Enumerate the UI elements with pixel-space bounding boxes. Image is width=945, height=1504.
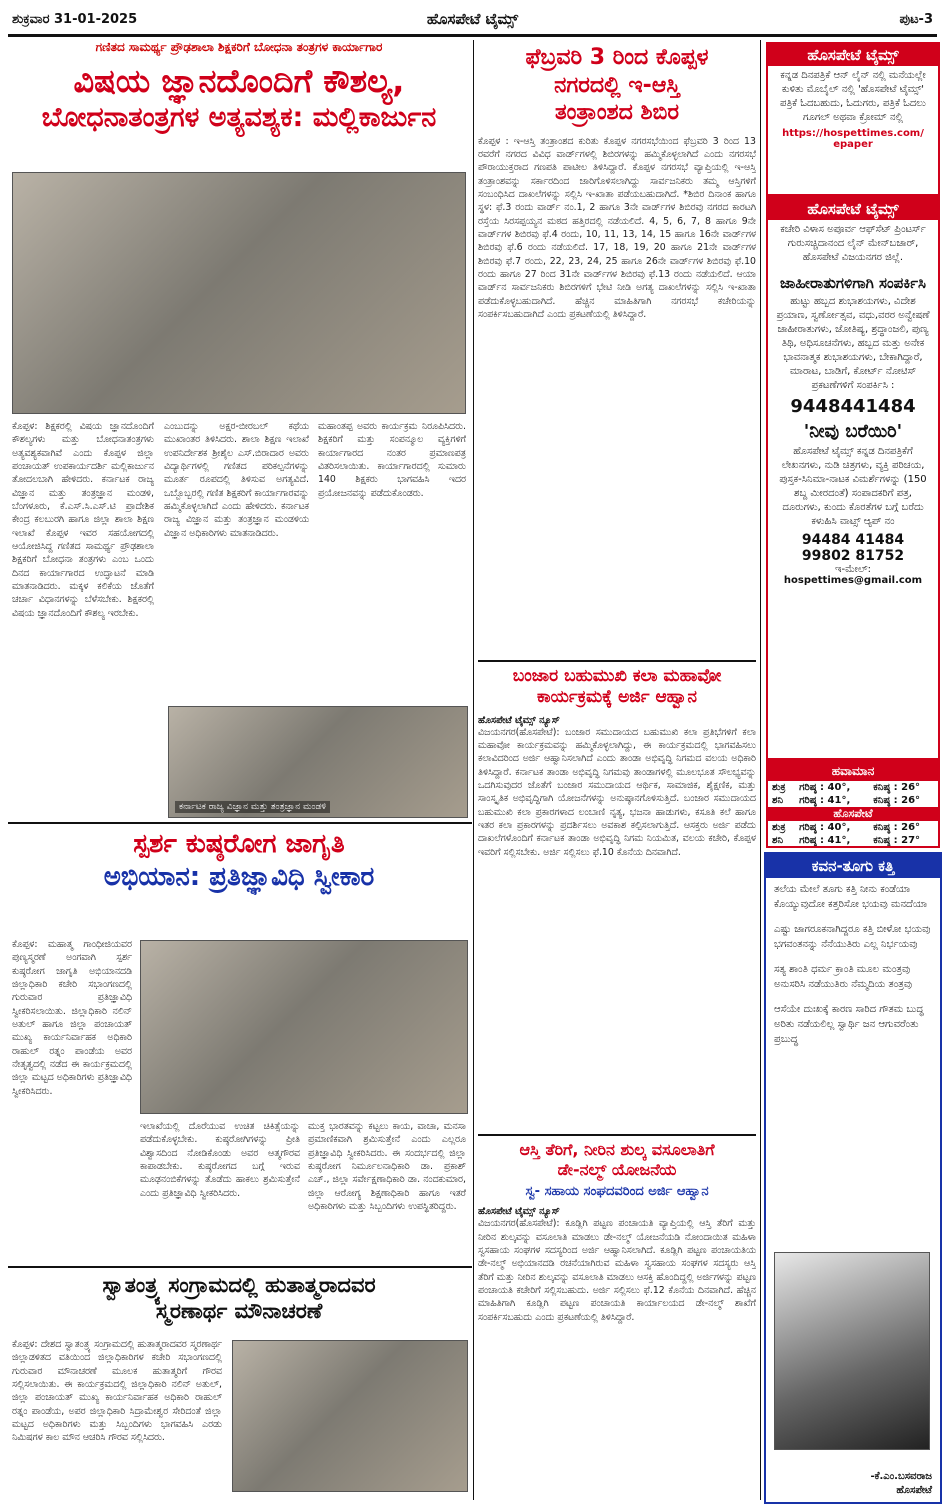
- poem-stanza: ಆಸೆಯೇ ದುಃಖಕ್ಕೆ ಕಾರಣ ಸಾರಿದ ಗೌತಮ ಬುದ್ಧ ಅರಿತು ನಡೆಯಲಿಲ್ಲ ಸ್ವಾರ್ಥಿ ಜನ ಆಗುವರೆಂತು ಪ್ರಬುದ್ಧ: [774, 1004, 924, 1045]
- poem-illustration: [774, 1252, 930, 1450]
- sidebar-epaper[interactable]: epaper: [833, 139, 873, 150]
- sidebar-nivu-bareyiri: 'ನೀವು ಬರೆಯಿರಿ': [803, 421, 903, 442]
- article4-col1: ಕೊಪ್ಪಳ: ಮಹಾತ್ಮ ಗಾಂಧೀಜಿಯವರ ಪುಣ್ಯಸ್ಮರಣೆ ಅಂಗವಾಗಿ ಸ್ಪರ್ಶ ಕುಷ್ಠರೋಗ ಜಾಗೃತಿ ಅಭಿಯಾನದಡಿ ಜಿಲ್ಲಾಧಿಕಾರಿ ಕಚೇರಿ ಸಭಾಂಗಣದಲ್ಲಿ ಗುರುವಾರ ಪ್ರತಿಜ್ಞಾವಿಧಿ ಸ್ವೀಕರಿಸಲಾಯಿತು. ಜಿಲ್ಲಾಧಿಕಾರಿ ನಲಿನ್ ಅತುಲ್ ಹಾಗೂ ಜಿಲ್ಲಾ ಪಂಚಾಯತ್ ಮುಖ್ಯ ಕಾರ್ಯನಿರ್ವಾಹಕ ಅಧಿಕಾರಿ ರಾಹುಲ್ ರತ್ನಂ ಪಾಂಡೆಯ ಅವರ ನೇತೃತ್ವದಲ್ಲಿ ನಡೆದ ಈ ಕಾರ್ಯಕ್ರಮದಲ್ಲಿ ಜಿಲ್ಲಾ ಮಟ್ಟದ ಅಧಿಕಾರಿಗಳು ಪ್ರತಿಜ್ಞಾವಿಧಿ ಸ್ವೀಕರಿಸಿದರು.: [12, 939, 132, 1097]
- weather-max-label: ಗರಿಷ್ಠ: [799, 782, 817, 793]
- weather2-title: ಹೊಸಪೇಟೆ: [768, 807, 938, 821]
- weather-row: ಶನಿ ಗರಿಷ್ಠ : 41°, ಕನಿಷ್ಠ : 26°: [768, 794, 938, 807]
- article6-byline: ಹೊಸಪೇಟೆ ಟೈಮ್ಸ್ ನ್ಯೂಸ್: [478, 1206, 560, 1218]
- sidebar-nivu-text: ಹೊಸಪೇಟೆ ಟೈಮ್ಸ್ ಕನ್ನಡ ದಿನಪತ್ರಿಕೆಗೆ ಲೇಖನಗಳು, ನುಡಿ ಚಿತ್ರಗಳು, ವ್ಯಕ್ತಿ ಪರಿಚಯ, ಪುಸ್ತಕ-ಸಿನಿಮಾ-ನಾಟಕ ವಿಮರ್ಶೆಗಳನ್ನು (150 ಶಬ್ದ ಮೀರದಂತೆ) ಸಂಪಾದಕರಿಗೆ ಪತ್ರ, ದೂರುಗಳು, ಕುಂದು ಕೊರತೆಗಳ ಬಗ್ಗೆ ಬರೆದು ಕಳುಹಿಸಿ ವಾಟ್ಸ್ ಆ್ಯಪ್ ನಂ: [779, 446, 927, 527]
- weather2-max: ಗರಿಷ್ಠ : 40°,: [799, 822, 851, 833]
- divider-a1: [8, 822, 472, 824]
- sidebar-email-label: ಇ-ಮೇಲ್:: [835, 564, 871, 575]
- weather-max: 40°,: [827, 782, 851, 793]
- article6-headline-2: ಡೇ-ನಲ್ಮ್ ಯೋಜನೆಯ: [557, 1160, 677, 1179]
- poem-author-place: ಹೊಸಪೇಟೆ: [896, 1485, 932, 1496]
- issue-date: ಶುಕ್ರವಾರ 31-01-2025: [12, 12, 138, 27]
- divider-a4: [8, 1266, 472, 1268]
- article2-headline-1: ಫೆಬ್ರವರಿ 3 ರಿಂದ ಕೊಪ್ಪಳ: [525, 45, 709, 70]
- divider-a3: [478, 1134, 756, 1136]
- sidebar-phone1: 9448441484: [790, 396, 916, 417]
- column-divider-2: [760, 40, 761, 1500]
- article3-body: ವಿಜಯನಗರ(ಹೊಸಪೇಟೆ): ಬಂಜಾರ ಸಮುದಾಯದ ಬಹುಮುಖಿ ಕಲಾ ಪ್ರತಿಭೆಗಳಿಗೆ ಕಲಾ ಮಹಾವೋ ಕಾರ್ಯಕ್ರಮವನ್ನು ಹಮ್ಮಿಕೊಳ್ಳಲಾಗಿದ್ದು, ಈ ಕಾರ್ಯಕ್ರಮದಲ್ಲಿ ಭಾಗವಹಿಸಲು ಕಲಾವಿದರಿಂದ ಅರ್ಜಿ ಆಹ್ವಾನಿಸಲಾಗಿದೆ ಎಂದು ತಾಂಡಾ ಅಭಿವೃದ್ಧಿ ನಿಗಮದ ವಲಯ ಅಧಿಕಾರಿ ತಿಳಿಸಿದ್ದಾರೆ. ಕರ್ನಾಟಕ ತಾಂಡಾ ಅಭಿವೃದ್ಧಿ ನಿಗಮವು ತಾಂಡಾಗಳಲ್ಲಿ ಮೂಲಭೂತ ಸೌಲಭ್ಯವನ್ನು ಒದಗಿಸುವುದರ ಜೊತೆಗೆ ಬಂಜಾರ ಸಮುದಾಯದ ಆರ್ಥಿಕ, ಸಾಮಾಜಿಕ, ಶೈಕ್ಷಣಿಕ, ಮತ್ತು ಸಾಂಸ್ಕೃತಿಕ ಅಭಿವೃದ್ಧಿಗಾಗಿ ಯೋಜನೆಗಳನ್ನು ಅನುಷ್ಠಾನಗೊಳಿಸುತ್ತಿದೆ. ಬಂಜಾರ ಸಮುದಾಯದ ಬಹುಮುಖಿ ಕಲಾ ಪ್ರಕಾರಗಳಾದ ಲಂಬಾಣಿ ನೃತ್ಯ, ಭಜನಾ ಹಾಡುಗಳು, ಕಸೂತಿ ಕಲೆ ಹಾಗೂ ಇತರ ಕಲಾ ಪ್ರಕಾರಗಳನ್ನು ಪ್ರದರ್ಶಿಸಲು ಅವಕಾಶ ಕಲ್ಪಿಸಲಾಗುತ್ತಿದೆ. ಆಸಕ್ತರು ಅರ್ಜಿ ಪಡೆದು ದಾಖಲೆಗಳೊಂದಿಗೆ ಕರ್ನಾಟಕ ತಾಂಡಾ ಅಭಿವೃದ್ಧಿ ನಿಗಮ ನಿಯಮಿತ, ವಲಯ ಕಚೇರಿ, ಕೊಪ್ಪಳ ಇವರಿಗೆ ಸಲ್ಲಿಸಬೇಕು. ಅರ್ಜಿ ಸಲ್ಲಿಸಲು ಫೆ.10 ಕೊನೆಯ ದಿನವಾಗಿದೆ.: [478, 726, 756, 858]
- poem-body: [766, 878, 940, 1061]
- weather2-row: [768, 821, 938, 834]
- weather2-day: ಶುಕ್ರ: [772, 822, 786, 833]
- poem-author: -ಕೆ.ಎಂ.ಬಸವರಾಜ: [870, 1471, 932, 1482]
- article4-col3: ಮುಕ್ತ ಭಾರತವನ್ನು ಕಟ್ಟಲು ಕಾಯ, ವಾಚಾ, ಮನಸಾ ಪ್ರಮಾಣಿಕವಾಗಿ ಶ್ರಮಿಸುತ್ತೇನೆ ಎಂದು ಎಲ್ಲರೂ ಪ್ರತಿಜ್ಞಾವಿಧಿ ಸ್ವೀಕರಿಸಿದರು. ಈ ಸಂದರ್ಭದಲ್ಲಿ ಜಿಲ್ಲಾ ಕುಷ್ಠರೋಗ ನಿರ್ಮೂಲನಾಧಿಕಾರಿ ಡಾ. ಪ್ರಕಾಶ್ ಎಚ್., ಜಿಲ್ಲಾ ಸರ್ವೇಕ್ಷಣಾಧಿಕಾರಿ ಡಾ. ನಂದಕುಮಾರ, ಜಿಲ್ಲಾ ಆರೋಗ್ಯ ಶಿಕ್ಷಣಾಧಿಕಾರಿ ಹಾಗೂ ಇತರೆ ಅಧಿಕಾರಿಗಳು ಮತ್ತು ಸಿಬ್ಬಂದಿಗಳು ಉಪಸ್ಥಿತರಿದ್ದರು.: [308, 1121, 466, 1213]
- weather-min: 26°: [901, 782, 921, 793]
- article5-headline-1: ಸ್ವಾತಂತ್ರ್ಯ ಸಂಗ್ರಾಮದಲ್ಲಿ ಹುತಾತ್ಮರಾದವರ: [102, 1273, 376, 1297]
- article2-body: ಕೊಪ್ಪಳ : ಇ-ಆಸ್ತಿ ತಂತ್ರಾಂಶದ ಕುರಿತು ಕೊಪ್ಪಳ ನಗರಸಭೆಯಿಂದ ಫೆಬ್ರವರಿ 3 ರಿಂದ 13 ರವರೆಗೆ ನಗರದ ವಿವಿಧ ವಾರ್ಡ್‌ಗಳಲ್ಲಿ ಶಿಬಿರಗಳನ್ನು ಹಮ್ಮಿಕೊಳ್ಳಲಾಗಿದೆ ಎಂದು ನಗರಸಭೆ ಪೌರಾಯುಕ್ತರಾದ ಗಣಪತಿ ಪಾಟೀಲ ತಿಳಿಸಿದ್ದಾರೆ. ಕೊಪ್ಪಳ ನಗರಸಭೆ ವ್ಯಾಪ್ತಿಯಲ್ಲಿ ಇ-ಆಸ್ತಿ ತಂತ್ರಾಂಶವನ್ನು ಸರ್ಕಾರದಿಂದ ಜಾರಿಗೊಳಿಸಲಾಗಿದ್ದು ಸಾರ್ವಜನಿಕರು ತಮ್ಮ ಆಸ್ತಿಗಳಿಗೆ ಸಂಬಂಧಿಸಿದ ದಾಖಲೆಗಳನ್ನು ಸಲ್ಲಿಸಿ ಇ-ಖಾತಾ ಪಡೆಯಬಹುದಾಗಿದೆ. *ಶಿಬಿರ ದಿನಾಂಕ ಹಾಗೂ ಸ್ಥಳ: ಫೆ.3 ರಂದು ವಾರ್ಡ್ ನಂ.1, 2 ಹಾಗೂ 3ನೇ ವಾರ್ಡ್‌ಗಳ ಶಿಬಿರವು ನಗರದ ಕಾರಟಗಿ ರಸ್ತೆಯ ಸಿರಸಪ್ಪಯ್ಯನ ಮಠದ ಹತ್ತಿರದಲ್ಲಿ ನಡೆಯಲಿದೆ. 4, 5, 6, 7, 8 ಹಾಗೂ 9ನೇ ವಾರ್ಡ್‌ಗಳ ಶಿಬಿರವು ಫೆ.4 ರಂದು, 10, 11, 13, 14, 15 ಹಾಗೂ 16ನೇ ವಾರ್ಡ್‌ಗಳ ಶಿಬಿರವು ಫೆ.6 ರಂದು ನಡೆಯಲಿದೆ. 17, 18, 19, 20 ಹಾಗೂ 21ನೇ ವಾರ್ಡ್‌ಗಳ ಶಿಬಿರವು ಫೆ.7 ರಂದು, 22, 23, 24, 25 ಹಾಗೂ 26ನೇ ವಾರ್ಡ್‌ಗಳ ಶಿಬಿರವು ಫೆ.10 ರಂದು ಹಾಗೂ 27 ರಿಂದ 31ನೇ ವಾರ್ಡ್‌ಗಳ ಶಿಬಿರವು ಫೆ.13 ರಂದು ನಡೆಯಲಿದೆ. ಆಯಾ ವಾರ್ಡ್‌ನ ಸಾರ್ವಜನಿಕರು ಶಿಬಿರಗಳಿಗೆ ಭೇಟಿ ನೀಡಿ ಅಗತ್ಯ ದಾಖಲೆಗಳನ್ನು ಸಲ್ಲಿಸಿ ಇ-ಖಾತಾ ಪಡೆದುಕೊಳ್ಳಬಹುದಾಗಿದೆ. ಹೆಚ್ಚಿನ ಮಾಹಿತಿಗಾಗಿ ನಗರಸಭೆ ಕಚೇರಿಯನ್ನು ಸಂಪರ್ಕಿಸಬಹುದಾಗಿದೆ ಎಂದು ಪ್ರಕಟಣೆಯಲ್ಲಿ ತಿಳಿಸಿದ್ದಾರೆ.: [478, 135, 756, 320]
- weather2-min: ಕನಿಷ್ಠ : 26°: [873, 822, 921, 833]
- sidebar-weather-box: [766, 760, 940, 848]
- poem-stanza: ಎಷ್ಟು ಜಾಗರೂಕನಾಗಿದ್ದರೂ ಕತ್ತಿ ಬೀಳೋ ಭಯವು ಭಗವಂತನನ್ನು ನೆನೆಯುತಿರು ಎಲ್ಲ ನಿರ್ಭಯವು: [774, 924, 931, 950]
- sidebar-email[interactable]: hospettimes@gmail.com: [783, 575, 923, 586]
- weather-min: 26°: [901, 795, 921, 806]
- article2-headline-2: ನಗರದಲ್ಲಿ ಇ-ಆಸ್ತಿ: [554, 72, 680, 98]
- divider-a2: [478, 660, 756, 662]
- article-martyrs: [8, 1272, 470, 1500]
- sidebar-box1-title: ಹೊಸಪೇಟೆ ಟೈಮ್ಸ್: [768, 44, 938, 66]
- weather2-table: [768, 821, 938, 847]
- article4-headline-2: ಅಭಿಯಾನ: ಪ್ರತಿಜ್ಞಾವಿಧಿ ಸ್ವೀಕಾರ: [103, 861, 375, 892]
- article1-col1: ಕೊಪ್ಪಳ: ಶಿಕ್ಷಕರಲ್ಲಿ ವಿಷಯ ಜ್ಞಾನದೊಂದಿಗೆ ಕೌಶಲ್ಯಗಳು ಮತ್ತು ಬೋಧನಾತಂತ್ರಗಳು ಅತ್ಯವಶ್ಯಕವಾಗಿವೆ ಎಂದು ಕೊಪ್ಪಳ ಜಿಲ್ಲಾ ಪಂಚಾಯತ್ ಉಪಕಾರ್ಯದರ್ಶಿ ಮಲ್ಲಿಕಾರ್ಜುನ ತೋದಲಬಾಗಿ ಹೇಳಿದರು. ಕರ್ನಾಟಕ ರಾಜ್ಯ ವಿಜ್ಞಾನ ಮತ್ತು ತಂತ್ರಜ್ಞಾನ ಮಂಡಳಿ, ಬೆಂಗಳೂರು, ಕೆ.ಎಸ್.ಸಿ.ಎಸ್.ಟಿ ಪ್ರಾದೇಶಿಕ ಕೇಂದ್ರ ಕಲಬುರಗಿ ಹಾಗೂ ಜಿಲ್ಲಾ ಶಾಲಾ ಶಿಕ್ಷಣ ಇಲಾಖೆ ಕೊಪ್ಪಳ ಇವರ ಸಹಯೋಗದಲ್ಲಿ ಆಯೋಜಿಸಿದ್ದ ಗಣಿತದ ಸಾಮರ್ಥ್ಯ ಪ್ರೌಢಶಾಲಾ ಶಿಕ್ಷಕರಿಗೆ ಬೋಧನಾ ತಂತ್ರಗಳು ಎಂಬ ಒಂದು ದಿನದ ಕಾರ್ಯಾಗಾರದ ಉದ್ಘಾಟನೆ ಮಾಡಿ ಮಾತನಾಡಿದರು. ಮಕ್ಕಳ ಕಲಿಕೆಯ ಜೊತೆಗೆ ಚರ್ಚಾ ವಿಧಾನಗಳನ್ನು ಬೆಳೆಸಬೇಕು. ಶಿಕ್ಷಕರಲ್ಲಿ ವಿಷಯ ಜ್ಞಾನದೊಂದಿಗೆ ಕೌಶಲ್ಯ ಇರಬೇಕು.: [12, 421, 154, 619]
- weather2-min: ಕನಿಷ್ಠ : 27°: [873, 835, 921, 846]
- article4-headline-1: ಸ್ಪರ್ಶ ಕುಷ್ಠರೋಗ ಜಾಗೃತಿ: [133, 829, 345, 859]
- poem-stanza: ಸತ್ಯ ಶಾಂತಿ ಧರ್ಮ ಕ್ರಾಂತಿ ಮೂಲ ಮಂತ್ರವು ಅನುಸರಿಸಿ ನಡೆಯುತಿರು ನೆಮ್ಮದಿಯ ತಂತ್ರವು: [774, 964, 913, 990]
- sidebar-box2-text: ಕಚೇರಿ ವಿಳಾಸ ಅಪೂರ್ವ ಆಫ್‌ಸೆಟ್ ಪ್ರಿಂಟರ್ಸ್ ಗುರುಸಚ್ಚಿದಾನಂದ ಲೈನ್ ಮೇನ್‌ಬಜಾರ್, ಹೊಸಪೇಟೆ ವಿಜಯನಗರ ಜಿಲ್ಲೆ.: [780, 224, 926, 263]
- article1-photo2-caption: ಕರ್ನಾಟಕ ರಾಜ್ಯ ವಿಜ್ಞಾನ ಮತ್ತು ತಂತ್ರಜ್ಞಾನ ಮಂಡಳಿ: [175, 801, 330, 813]
- weather2-day: ಶನಿ: [772, 835, 784, 846]
- article1-kicker: ಗಣಿತದ ಸಾಮರ್ಥ್ಯ ಪ್ರೌಢಶಾಲಾ ಶಿಕ್ಷಕರಿಗೆ ಬೋಧನಾ ತಂತ್ರಗಳ ಕಾರ್ಯಾಗಾರ: [95, 40, 383, 54]
- article1-col2: ಎಂಬುದನ್ನು ಅಕ್ಷರ-ಬೀರಬಲ್ ಕಥೆಯ ಮುಖಾಂತರ ತಿಳಿಸಿದರು. ಶಾಲಾ ಶಿಕ್ಷಣ ಇಲಾಖೆ ಉಪನಿರ್ದೇಶಕ ಶ್ರೀಶೈಲ ಎಸ್.ಬಿರಾದಾರ ಅವರು ವಿದ್ಯಾರ್ಥಿಗಳಲ್ಲಿ ಗಣಿತದ ಪರಿಕಲ್ಪನೆಗಳನ್ನು ಮೂರ್ತ ರೂಪದಲ್ಲಿ ತಿಳಿಸುವ ಅಗತ್ಯವಿದೆ. ಒಬ್ಬೊಬ್ಬರಲ್ಲಿ ಗಣಿತ ಶಿಕ್ಷಕರಿಗೆ ಕಾರ್ಯಾಗಾರವನ್ನು ಹಮ್ಮಿಕೊಳ್ಳಲಾಗಿದೆ ಎಂದು ಹೇಳಿದರು. ಕರ್ನಾಟಕ ರಾಜ್ಯ ವಿಜ್ಞಾನ ಮತ್ತು ತಂತ್ರಜ್ಞಾನ ಮಂಡಳಿಯ ವಿಜ್ಞಾನ ಅಧಿಕಾರಿಗಳು ಮಾತನಾಡಿದರು.: [164, 421, 309, 539]
- article1-group-photo: [12, 172, 466, 414]
- article-property-tax: [478, 1140, 756, 1500]
- article2-headline-3: ತಂತ್ರಾಂಶದ ಶಿಬಿರ: [555, 100, 679, 125]
- weather-day: ಶನಿ: [772, 795, 784, 806]
- article1-col3: ಮಹಾಂತಪ್ಪ ಅವರು ಕಾರ್ಯಕ್ರಮ ನಿರೂಪಿಸಿದರು. ಶಿಕ್ಷಕರಿಗೆ ಮತ್ತು ಸಂಪನ್ಮೂಲ ವ್ಯಕ್ತಿಗಳಿಗೆ ಕಾರ್ಯಾಗಾರದ ನಂತರ ಪ್ರಮಾಣಪತ್ರ ವಿತರಿಸಲಾಯಿತು. ಕಾರ್ಯಾಗಾರದಲ್ಲಿ ಸುಮಾರು 140 ಶಿಕ್ಷಕರು ಭಾಗವಹಿಸಿ ಇದರ ಪ್ರಯೋಜನವನ್ನು ಪಡೆದುಕೊಂಡರು.: [318, 421, 466, 499]
- article1-headline-2: ಬೋಧನಾತಂತ್ರಗಳ ಅತ್ಯವಶ್ಯಕ: ಮಲ್ಲಿಕಾರ್ಜುನ: [41, 102, 437, 133]
- article-e-asti: [478, 44, 756, 656]
- article1-headline-1: ವಿಷಯ ಜ್ಞಾನದೊಂದಿಗೆ ಕೌಶಲ್ಯ,: [73, 62, 405, 100]
- poem-title: ಕವನ-ತೂಗು ಕತ್ತಿ: [766, 854, 940, 878]
- article-skill-teaching: [8, 40, 470, 820]
- weather-max: 41°,: [827, 795, 851, 806]
- article3-headline-1: ಬಂಜಾರ ಬಹುಮುಖಿ ಕಲಾ ಮಹಾವೋ: [512, 666, 722, 686]
- masthead: [8, 8, 937, 37]
- article5-headline-2: ಸ್ಮರಣಾರ್ಥ ಮೌನಾಚರಣೆ: [155, 1299, 323, 1324]
- article5-body: ಕೊಪ್ಪಳ: ದೇಶದ ಸ್ವಾತಂತ್ರ್ಯ ಸಂಗ್ರಾಮದಲ್ಲಿ ಹುತಾತ್ಮರಾದವರ ಸ್ಮರಣಾರ್ಥ ಜಿಲ್ಲಾಡಳಿತದ ವತಿಯಿಂದ ಜಿಲ್ಲಾಧಿಕಾರಿಗಳ ಕಚೇರಿ ಸಭಾಂಗಣದಲ್ಲಿ ಗುರುವಾರ ಮೌನಾಚರಣೆ ಮೂಲಕ ಹುತಾತ್ಮರಿಗೆ ಗೌರವ ಸಲ್ಲಿಸಲಾಯಿತು. ಈ ಕಾರ್ಯಕ್ರಮದಲ್ಲಿ ಜಿಲ್ಲಾಧಿಕಾರಿ ನಲಿನ್ ಅತುಲ್, ಜಿಲ್ಲಾ ಪಂಚಾಯತ್ ಮುಖ್ಯ ಕಾರ್ಯನಿರ್ವಾಹಕ ಅಧಿಕಾರಿ ರಾಹುಲ್ ರತ್ನಂ ಪಾಂಡೆಯ, ಅಪರ ಜಿಲ್ಲಾಧಿಕಾರಿ ಸಿದ್ರಾಮೇಶ್ವರ ಸೇರಿದಂತೆ ಜಿಲ್ಲಾ ಮಟ್ಟದ ಅಧಿಕಾರಿಗಳು ಮತ್ತು ಸಿಬ್ಬಂದಿಗಳು ಭಾಗವಹಿಸಿ ಎರಡು ನಿಮಿಷಗಳ ಕಾಲ ಮೌನ ಆಚರಿಸಿ ಗೌರವ ಸಲ್ಲಿಸಿದರು.: [12, 1339, 222, 1444]
- sidebar-poem-box: [764, 852, 942, 1504]
- page-number: ಪುಟ-3: [899, 12, 933, 27]
- weather2-row: [768, 834, 938, 847]
- sidebar-contact-box: [766, 196, 940, 760]
- article6-body: ವಿಜಯನಗರ(ಹೊಸಪೇಟೆ): ಕೂಡ್ಲಿಗಿ ಪಟ್ಟಣ ಪಂಚಾಯತಿ ವ್ಯಾಪ್ತಿಯಲ್ಲಿ ಆಸ್ತಿ ತೆರಿಗೆ ಮತ್ತು ನೀರಿನ ಶುಲ್ಕವನ್ನು ವಸೂಲಾತಿ ಮಾಡಲು ಡೇ-ನಲ್ಮ್ ಯೋಜನೆಯಡಿ ನೋಂದಾಯಿತ ಮಹಿಳಾ ಸ್ವಸಹಾಯ ಸಂಘಗಳ ಸದಸ್ಯರಿಂದ ಅರ್ಜಿ ಆಹ್ವಾನಿಸಲಾಗಿದೆ. ಕೂಡ್ಲಿಗಿ ಪಟ್ಟಣ ಪಂಚಾಯತಿಯ ಡೇ-ನಲ್ಮ್ ಅಭಿಯಾನದಡಿ ರಚನೆಯಾಗಿರುವ ಮಹಿಳಾ ಸ್ವಸಹಾಯ ಸಂಘಗಳ ಸದಸ್ಯರು ಆಸ್ತಿ ತೆರಿಗೆ ಮತ್ತು ನೀರಿನ ಶುಲ್ಕವನ್ನು ವಸೂಲಾತಿ ಮಾಡಲು ಆಸಕ್ತಿ ಹೊಂದಿದ್ದಲ್ಲಿ ಅರ್ಜಿಗಳನ್ನು ಪಟ್ಟಣ ಪಂಚಾಯತಿ ಕಚೇರಿಗೆ ಸಲ್ಲಿಸಬಹುದು. ಅರ್ಜಿ ಸಲ್ಲಿಸಲು ಫೆ.12 ಕೊನೆಯ ದಿನವಾಗಿದೆ. ಹೆಚ್ಚಿನ ಮಾಹಿತಿಗಾಗಿ ಕೂಡ್ಲಿಗಿ ಪಟ್ಟಣ ಪಂಚಾಯತಿ ಕಾರ್ಯಾಲಯದ ಡೇ-ನಲ್ಮ್ ಶಾಖೆಗೆ ಸಂಪರ್ಕಿಸಬಹುದು ಎಂದು ಪ್ರಕಟಣೆಯಲ್ಲಿ ತಿಳಿಸಿದ್ದಾರೆ.: [478, 1218, 756, 1323]
- sidebar-ads-text: ಹುಟ್ಟು ಹಬ್ಬದ ಶುಭಾಶಯಗಳು, ವಿದೇಶ ಪ್ರಯಾಣ, ಸ್ವರ್ಣೋತ್ಸವ, ವಧು,ವರರ ಅನ್ವೇಷಣೆ ಜಾಹೀರಾತುಗಳು, ಜೋತಿಷ್ಯ, ಶ್ರದ್ಧಾಂಜಲಿ, ಪುಣ್ಯ ತಿಥಿ, ಅಧಿಸೂಚನೆಗಳು, ಹಬ್ಬದ ಮತ್ತು ಅನೇಕ ಭಾವನಾತ್ಮಕ ಶುಭಾಶಯಗಳು, ಬೇಕಾಗಿದ್ದಾರೆ, ಮಾರಾಟ, ಬಾಡಿಗೆ, ಕೋರ್ಟ್ ನೋಟಿಸ್ ಪ್ರಕಟಣೆಗಳಿಗೆ ಸಂಪರ್ಕಿಸಿ :: [776, 296, 930, 391]
- article-leprosy: [8, 828, 470, 1264]
- paper-name: ಹೊಸಪೇಟೆ ಟೈಮ್ಸ್: [426, 10, 519, 28]
- article-banjara: [478, 666, 756, 1106]
- article6-subhead: ಸ್ವ- ಸಹಾಯ ಸಂಘದವರಿಂದ ಅರ್ಜಿ ಆಹ್ವಾನ: [525, 1184, 709, 1199]
- sidebar-box1-text: ಕನ್ನಡ ದಿನಪತ್ರಿಕೆ ಆನ್ ಲೈನ್ ನಲ್ಲಿ ಮನೆಯಲ್ಲೇ ಕುಳಿತು ಮೊಬೈಲ್ ನಲ್ಲಿ 'ಹೊಸಪೇಟೆ ಟೈಮ್ಸ್' ಪತ್ರಿಕೆ ಓದಬಹುದು, ಓದುಗರು, ಪತ್ರಿಕೆ ಓದಲು ಗೂಗಲ್ ಅಥವಾ ಕ್ರೋಮ್ ನಲ್ಲಿ: [780, 70, 926, 123]
- weather-min-label: ಕನಿಷ್ಠ: [873, 782, 891, 793]
- article5-photo: [232, 1340, 468, 1492]
- sidebar-box2-title: ಹೊಸಪೇಟೆ ಟೈಮ್ಸ್: [768, 198, 938, 220]
- article6-headline-1: ಆಸ್ತಿ ತೆರಿಗೆ, ನೀರಿನ ಶುಲ್ಕ ವಸೂಲಾತಿಗೆ: [519, 1140, 715, 1159]
- sidebar-ads-heading: ಜಾಹೀರಾತುಗಳಿಗಾಗಿ ಸಂಪರ್ಕಿಸಿ: [779, 274, 927, 292]
- sidebar-online-box: [766, 42, 940, 196]
- weather2-max: ಗರಿಷ್ಠ : 41°,: [799, 835, 851, 846]
- article3-byline: ಹೊಸಪೇಟೆ ಟೈಮ್ಸ್ ನ್ಯೂಸ್: [478, 714, 560, 726]
- column-divider: [473, 40, 474, 1500]
- weather-max-label: ಗರಿಷ್ಠ: [799, 795, 817, 806]
- article4-col2: ಇಲಾಖೆಯಲ್ಲಿ ದೊರೆಯುವ ಉಚಿತ ಚಿಕಿತ್ಸೆಯನ್ನು ಪಡೆದುಕೊಳ್ಳಬೇಕು. ಕುಷ್ಠರೋಗಿಗಳನ್ನು ಪ್ರೀತಿ ವಿಶ್ವಾಸದಿಂದ ನೋಡಿಕೊಂಡು ಅವರ ಆತ್ಮಗೌರವ ಕಾಪಾಡಬೇಕು. ಕುಷ್ಠರೋಗದ ಬಗ್ಗೆ ಇರುವ ಮೂಢನಂಬಿಕೆಗಳನ್ನು ತೊಡೆದು ಹಾಕಲು ಶ್ರಮಿಸುತ್ತೇನೆ ಎಂದು ಪ್ರತಿಜ್ಞಾವಿಧಿ ಸ್ವೀಕರಿಸಿದರು.: [140, 1121, 300, 1199]
- poem-stanza: ತಲೆಯ ಮೇಲೆ ತೂಗು ಕತ್ತಿ ನೀನು ಕಂಡೆಯಾ ಕೊಯ್ಯುವುದೋ ಕತ್ತರಿಸೋ ಭಯವು ಮನದೆಯಾ: [774, 884, 928, 910]
- weather-title: ಹವಾಮಾನ: [768, 762, 938, 781]
- weather-day: ಶುಕ್ರ: [772, 782, 786, 793]
- sidebar-phone2: 94484 41484: [801, 532, 905, 548]
- weather-row: ಶುಕ್ರ ಗರಿಷ್ಠ : 40°, ಕನಿಷ್ಠ : 26°: [768, 781, 938, 794]
- sidebar-phone3: 99802 81752: [801, 548, 905, 564]
- article4-photo: [140, 940, 468, 1114]
- weather-min-label: ಕನಿಷ್ಠ: [873, 795, 891, 806]
- weather-table: [768, 781, 938, 807]
- article1-stage-photo: [168, 706, 468, 818]
- article3-headline-2: ಕಾರ್ಯಕ್ರಮಕ್ಕೆ ಅರ್ಜಿ ಆಹ್ವಾನ: [537, 687, 697, 708]
- sidebar-url[interactable]: https://hospettimes.com/: [782, 128, 924, 139]
